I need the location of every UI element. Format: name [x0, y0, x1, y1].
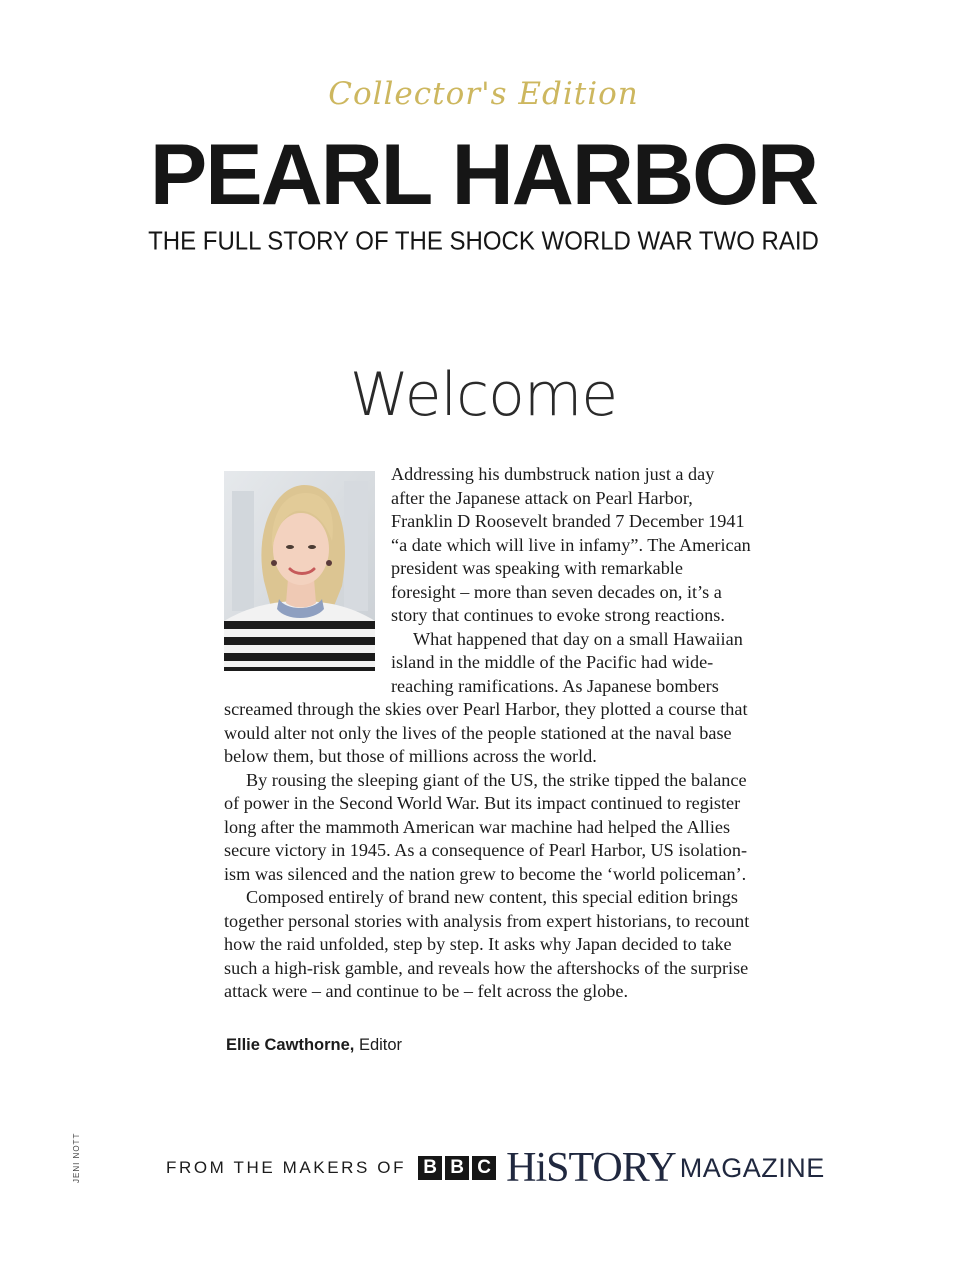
editor-portrait-image: [224, 471, 375, 671]
welcome-article: [224, 463, 752, 1004]
bbc-logo-letter: B: [418, 1156, 442, 1180]
editor-signoff: [226, 1036, 402, 1055]
article-paragraph: By rousing the sleeping giant of the US, the strike tipped the balance of power in the Second World War. But its impact continued to register long after the mammoth American war machine had helped the Allies secure victory in 1945. As a consequence of Pearl Harbor, US isolation-ism was silenced and the nation grew to become the ‘world policeman’.: [224, 769, 748, 884]
editor-role: Editor: [358, 1036, 403, 1054]
bbc-logo-letter: B: [445, 1156, 469, 1180]
magazine-label: MAGAZINE: [679, 1152, 825, 1183]
article-paragraph: What happened that day on a small Hawaiian island in the middle of the Pacific had wide-reaching ramifications. As Japanese bombers screamed through the skies over Pearl Harbor, they plotted a course that would alter not only the lives of the people stationed at the naval base below them, but those of millions across the world.: [224, 628, 748, 766]
publisher-footer: [166, 1145, 825, 1191]
article-paragraph: Addressing his dumbstruck nation just a day after the Japanese attack on Pearl Harbor, Franklin D Roosevelt branded 7 December 1941 “a date which will live in infamy”. The American president was speaking with remarkable foresight – more than seven decades on, it’s a story that continues to evoke strong reactions.: [391, 464, 751, 625]
bbc-logo: [418, 1156, 496, 1180]
footer-makers-text: FROM THE MAKERS OF: [166, 1158, 407, 1177]
bbc-logo-letter: C: [472, 1156, 496, 1180]
history-logo: HiSTORY: [506, 1145, 676, 1191]
edition-label: Collector's Edition: [328, 76, 639, 112]
editor-name: Ellie Cawthorne,: [226, 1036, 355, 1054]
page-subtitle: THE FULL STORY OF THE SHOCK WORLD WAR TWO RAID: [148, 226, 819, 257]
photo-credit: JENI NOTT: [72, 1132, 81, 1183]
article-paragraph: Composed entirely of brand new content, this special edition brings together personal stories with analysis from expert historians, to recount how the raid unfolded, step by step. It asks why Japan decided to take such a high-risk gamble, and reveals how the aftershocks of the surprise attack were – and continue to be – felt across the globe.: [224, 887, 750, 1001]
welcome-heading: Welcome: [349, 360, 618, 430]
editor-portrait: [224, 471, 375, 671]
page-title: PEARL HARBOR: [149, 127, 818, 223]
